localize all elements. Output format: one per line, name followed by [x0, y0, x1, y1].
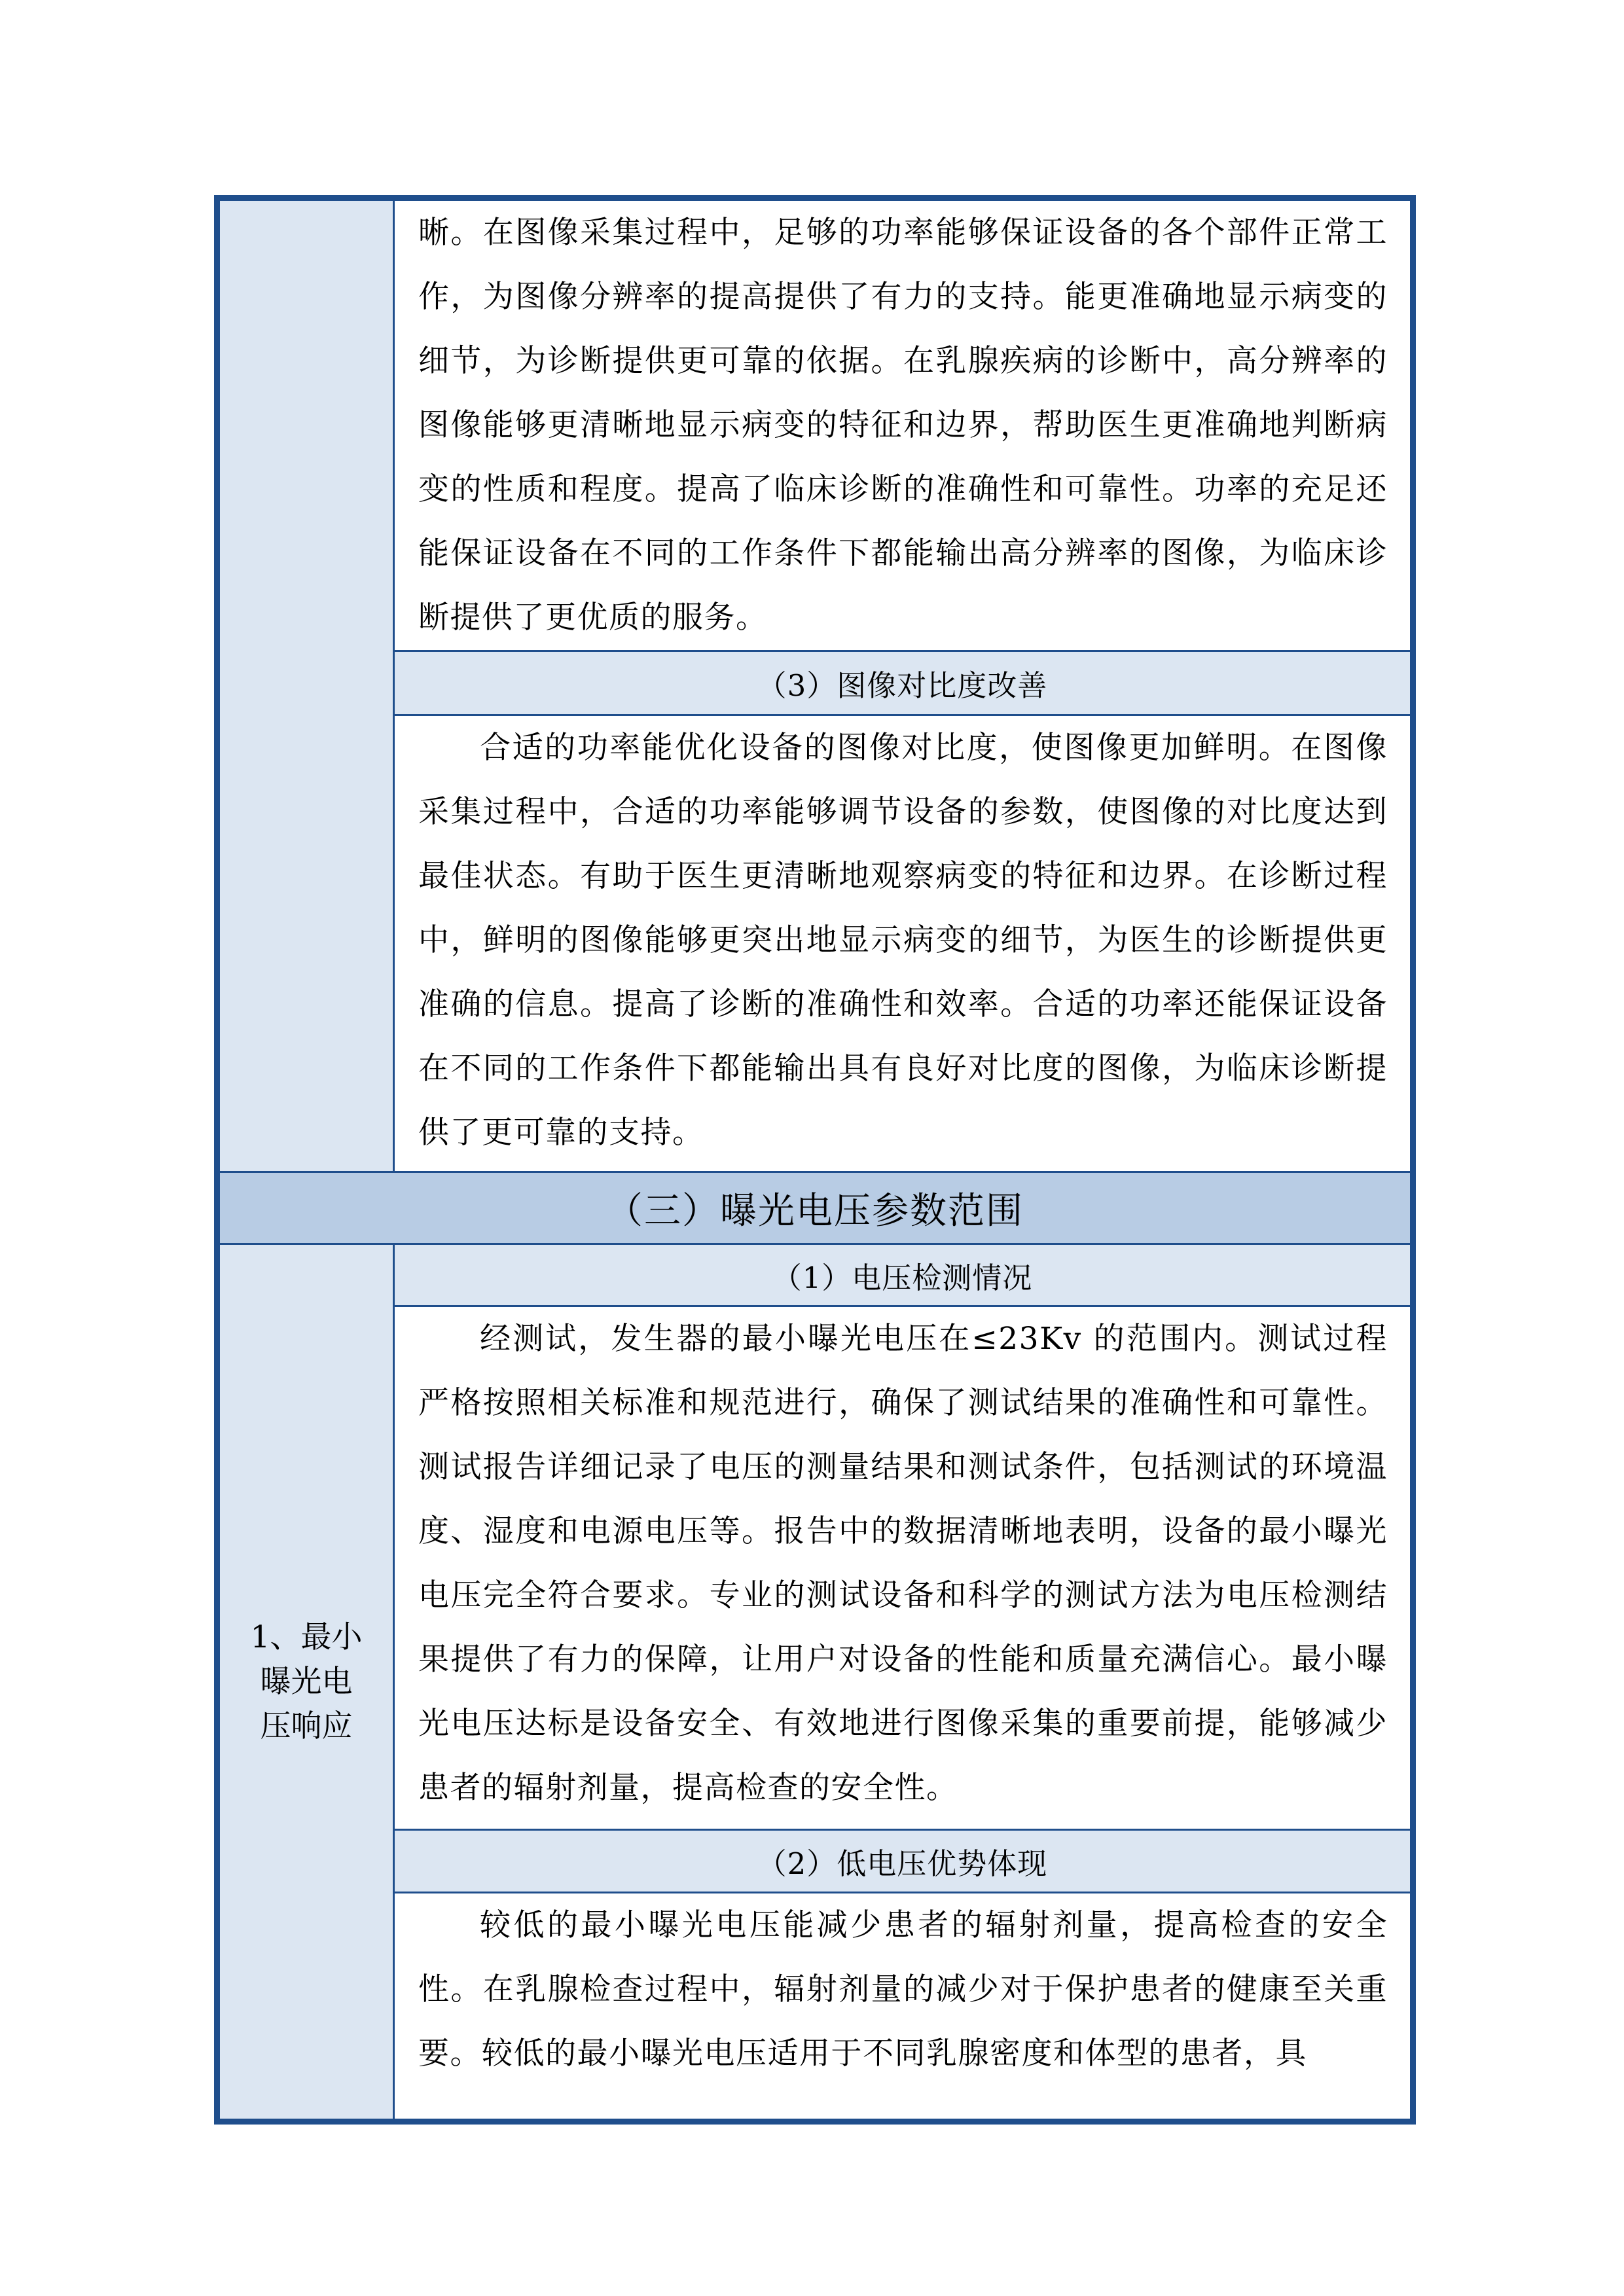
table-row — [217, 715, 1413, 1172]
item-label: 1、最小曝光电压响应 — [250, 1619, 363, 1744]
left-empty-cell — [217, 198, 394, 1172]
subsection-1-cell — [394, 1306, 1413, 1830]
table-row — [217, 1172, 1413, 1244]
section-three-heading: （三）曝光电压参数范围 — [217, 1172, 1413, 1244]
subsection-1-heading: （1）电压检测情况 — [394, 1244, 1413, 1306]
table-row — [217, 1893, 1413, 2122]
subsection-2-cell — [394, 1893, 1413, 2122]
table-row — [217, 1244, 1413, 1306]
table-row — [217, 1830, 1413, 1893]
parameter-table — [214, 195, 1416, 2125]
continuation-paragraph: 晰。在图像采集过程中，足够的功率能够保证设备的各个部件正常工作，为图像分辨率的提高提供了有力的支持。能更准确地显示病变的细节，为诊断提供更可靠的依据。在乳腺疾病的诊断中，高分辨率的图像能够更清晰地显示病变的特征和边界，帮助医生更准确地判断病变的性质和程度。提高了临床诊断的准确性和可靠性。功率的充足还能保证设备在不同的工作条件下都能输出高分辨率的图像，为临床诊断提供了更优质的服务。 — [418, 215, 1388, 636]
subsection-3-cell — [394, 715, 1413, 1172]
subsection-3-heading: （3）图像对比度改善 — [394, 651, 1413, 715]
subsection-2-heading: （2）低电压优势体现 — [394, 1830, 1413, 1893]
table-row — [217, 651, 1413, 715]
subsection-1-paragraph: 经测试，发生器的最小曝光电压在≤23Kv 的范围内。测试过程严格按照相关标准和规范进行，确保了测试结果的准确性和可靠性。测试报告详细记录了电压的测量结果和测试条件，包括测试的环境温度、湿度和电源电压等。报告中的数据清晰地表明，设备的最小曝光电压完全符合要求。专业的测试设备和科学的测试方法为电压检测结果提供了有力的保障，让用户对设备的性能和质量充满信心。最小曝光电压达标是设备安全、有效地进行图像采集的重要前提，能够减少患者的辐射剂量，提高检查的安全性。 — [418, 1321, 1388, 1806]
table-row — [217, 1306, 1413, 1830]
subsection-2-paragraph: 较低的最小曝光电压能减少患者的辐射剂量，提高检查的安全性。在乳腺检查过程中，辐射剂量的减少对于保护患者的健康至关重要。较低的最小曝光电压适用于不同乳腺密度和体型的患者，具 — [418, 1907, 1388, 2072]
item-label-cell — [217, 1244, 394, 2122]
table-row — [217, 198, 1413, 651]
subsection-3-paragraph: 合适的功率能优化设备的图像对比度，使图像更加鲜明。在图像采集过程中，合适的功率能够调节设备的参数，使图像的对比度达到最佳状态。有助于医生更清晰地观察病变的特征和边界。在诊断过程中，鲜明的图像能够更突出地显示病变的细节，为医生的诊断提供更准确的信息。提高了诊断的准确性和效率。合适的功率还能保证设备在不同的工作条件下都能输出具有良好对比度的图像，为临床诊断提供了更可靠的支持。 — [418, 730, 1388, 1151]
continuation-cell — [394, 198, 1413, 651]
